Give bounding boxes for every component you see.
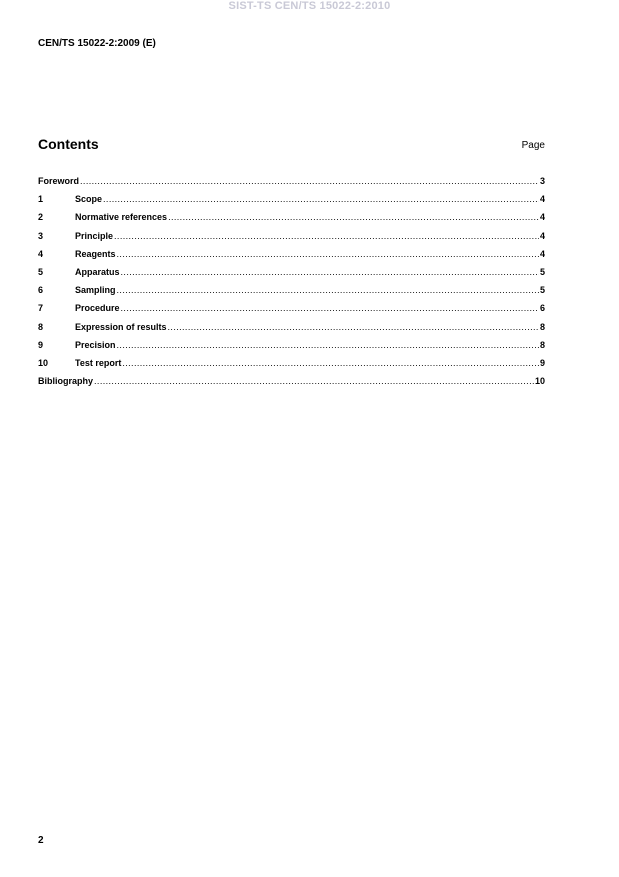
toc-dot-leader	[121, 266, 539, 278]
toc-entry-title: Expression of results	[75, 321, 167, 332]
toc-entry-page: 9	[539, 357, 545, 368]
table-of-contents	[38, 175, 545, 393]
toc-entry-page: 4	[539, 212, 545, 223]
toc-entry-title: Principle	[75, 230, 114, 241]
toc-entry-title: Precision	[75, 339, 116, 350]
toc-entry-number: 4	[38, 248, 44, 259]
toc-entry-title: Test report	[75, 357, 122, 368]
toc-entry-number: 8	[38, 321, 44, 332]
toc-entry-page: 5	[539, 266, 545, 277]
toc-dot-leader	[168, 321, 539, 333]
toc-entry-title: Apparatus	[75, 266, 120, 277]
toc-entry-number: 1	[38, 194, 44, 205]
toc-entry-page: 3	[539, 176, 545, 186]
toc-entry-number: 3	[38, 230, 44, 241]
toc-dot-leader	[168, 211, 539, 223]
toc-entry-number: 6	[38, 285, 44, 296]
toc-entry-page: 6	[539, 303, 545, 314]
contents-title: Contents	[38, 136, 99, 152]
toc-entry-normative-references[interactable]	[38, 211, 545, 229]
toc-entry-title: Procedure	[75, 303, 120, 314]
toc-dot-leader	[121, 302, 539, 314]
toc-entry-title: Foreword	[38, 176, 80, 186]
page-number: 2	[38, 835, 44, 846]
toc-entry-reagents[interactable]	[38, 248, 545, 266]
toc-entry-apparatus[interactable]	[38, 266, 545, 284]
toc-entry-scope[interactable]	[38, 193, 545, 211]
toc-entry-precision[interactable]	[38, 339, 545, 357]
toc-entry-page: 4	[539, 194, 545, 205]
toc-entry-page: 5	[539, 285, 545, 296]
toc-entry-number: 5	[38, 266, 44, 277]
toc-entry-page: 4	[539, 248, 545, 259]
toc-entry-foreword[interactable]	[38, 175, 545, 193]
toc-dot-leader	[117, 248, 539, 260]
toc-entry-page: 10	[534, 376, 545, 387]
toc-entry-procedure[interactable]	[38, 302, 545, 320]
toc-entry-sampling[interactable]	[38, 284, 545, 302]
toc-entry-title: Scope	[75, 194, 103, 205]
toc-entry-title: Sampling	[75, 285, 116, 296]
page-column-label: Page	[521, 140, 545, 151]
toc-entry-bibliography[interactable]	[38, 375, 545, 393]
toc-entry-expression-of-results[interactable]	[38, 321, 545, 339]
toc-dot-leader	[103, 193, 539, 205]
toc-dot-leader	[117, 284, 539, 296]
toc-entry-number: 10	[38, 357, 49, 368]
toc-dot-leader	[94, 375, 534, 387]
toc-entry-page: 8	[539, 339, 545, 350]
watermark: SIST-TS CEN/TS 15022-2:2010	[228, 0, 391, 12]
toc-entry-title: Reagents	[75, 248, 116, 259]
toc-entry-principle[interactable]	[38, 230, 545, 248]
toc-dot-leader	[122, 357, 539, 369]
toc-entry-page: 4	[539, 230, 545, 241]
toc-entry-number: 7	[38, 303, 44, 314]
toc-dot-leader	[117, 339, 539, 351]
toc-entry-number: 2	[38, 212, 44, 223]
toc-entry-page: 8	[539, 321, 545, 332]
toc-entry-title: Bibliography	[38, 376, 94, 387]
toc-dot-leader	[114, 230, 539, 242]
toc-entry-test-report[interactable]	[38, 357, 545, 375]
toc-dot-leader	[80, 175, 539, 187]
toc-entry-number: 9	[38, 339, 44, 350]
document-id-header: CEN/TS 15022-2:2009 (E)	[38, 38, 156, 49]
toc-entry-title: Normative references	[75, 212, 168, 223]
